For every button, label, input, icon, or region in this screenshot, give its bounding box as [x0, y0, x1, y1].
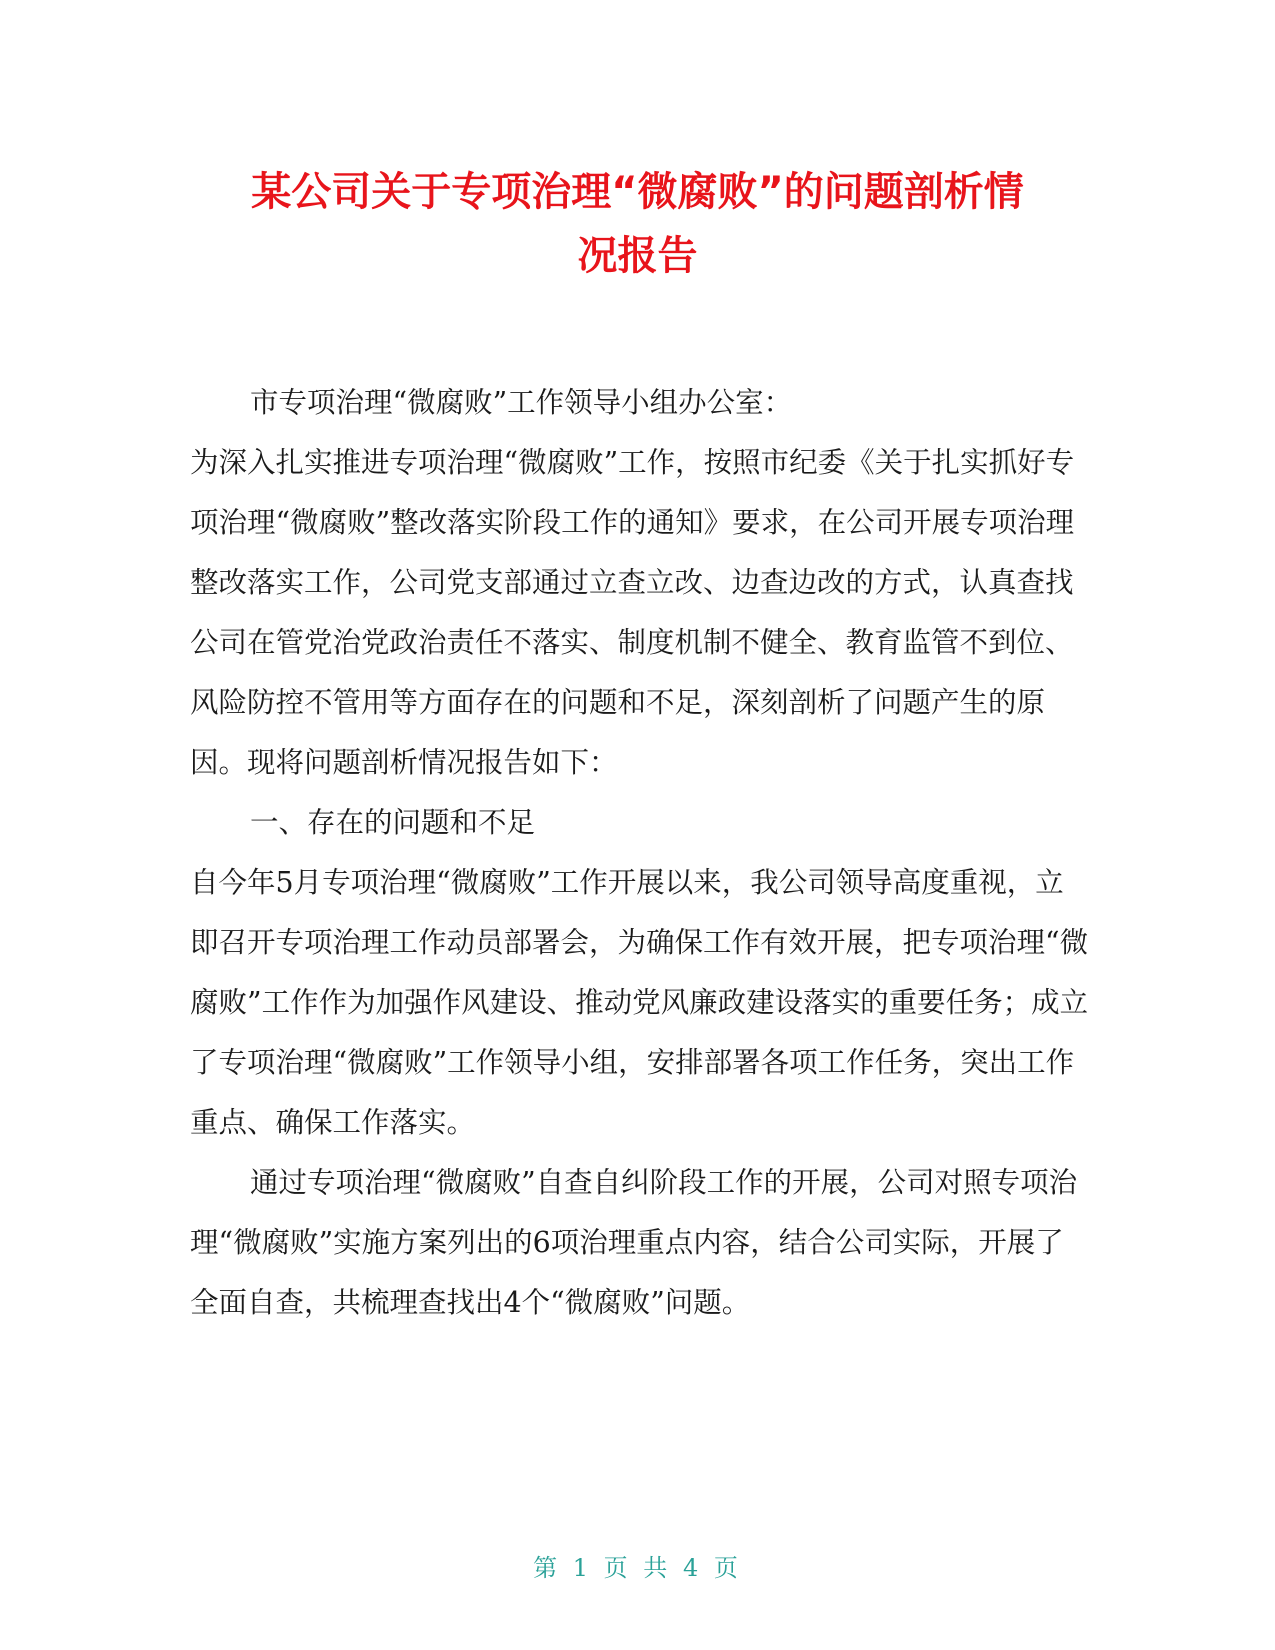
page-number-footer: 第 1 页 共 4 页 [533, 1554, 742, 1582]
salutation: 市专项治理“微腐败”工作领导小组办公室： [250, 386, 793, 419]
document-title [150, 160, 1125, 288]
paragraph-work-overview: 自今年5月专项治理“微腐败”工作开展以来，我公司领导高度重视，立即召开专项治理工作动员部署会，为确保工作有效开展，把专项治理“微腐败”工作作为加强作风建设、推动党风廉政建设落实的重要任务；成立了专项治理“微腐败”工作领导小组，安排部署各项工作任务，突出工作重点、确保工作落实。 [190, 866, 1089, 1139]
title-line-1: 某公司关于专项治理“微腐败”的问题剖析情 [251, 169, 1024, 215]
document-body [190, 373, 1090, 1333]
paragraph-intro: 为深入扎实推进专项治理“微腐败”工作，按照市纪委《关于扎实抓好专项治理“微腐败”整改落实阶段工作的通知》要求，在公司开展专项治理整改落实工作，公司党支部通过立查立改、边查边改的方式，认真查找公司在管党治党政治责任不落实、制度机制不健全、教育监管不到位、风险防控不管用等方面存在的问题和不足，深刻剖析了问题产生的原因。现将问题剖析情况报告如下： [190, 446, 1075, 779]
title-line-2: 况报告 [577, 233, 698, 279]
section-heading-1: 一、存在的问题和不足 [250, 806, 536, 839]
paragraph-self-check: 通过专项治理“微腐败”自查自纠阶段工作的开展，公司对照专项治理“微腐败”实施方案列出的6项治理重点内容，结合公司实际，开展了全面自查，共梳理查找出4个“微腐败”问题。 [190, 1166, 1078, 1319]
